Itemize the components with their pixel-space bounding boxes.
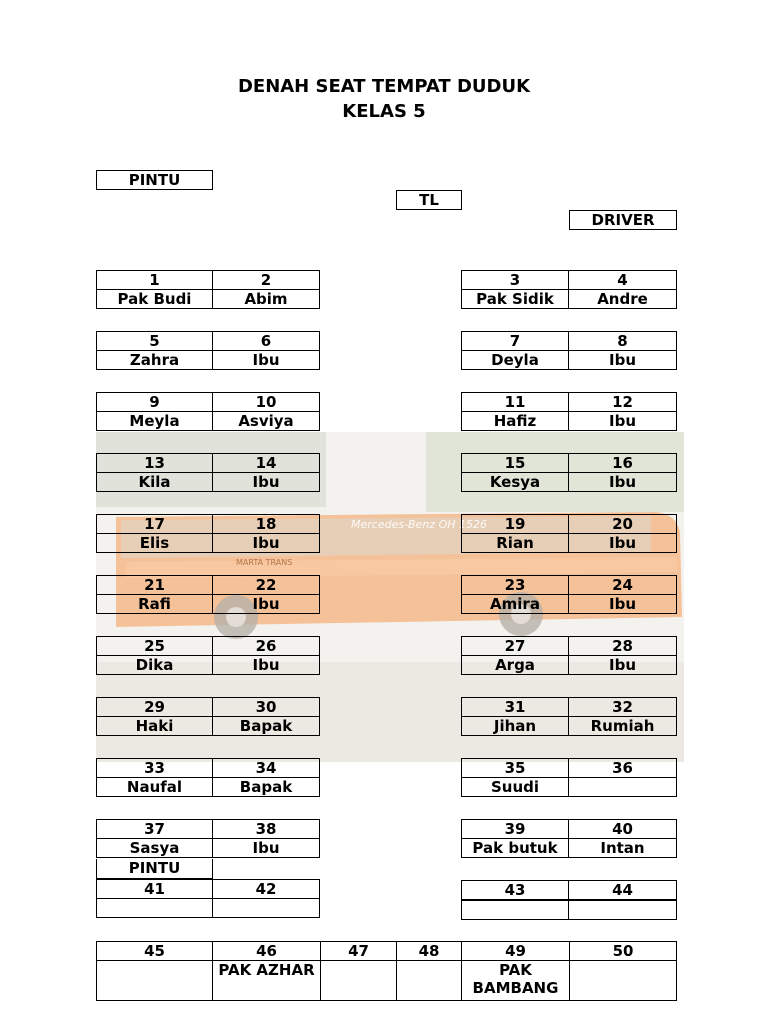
seat-occupant: Asviya — [212, 411, 320, 431]
seat-number: 32 — [568, 697, 677, 717]
seat-occupant: Ibu — [568, 655, 677, 675]
seat-occupant: Suudi — [461, 777, 569, 797]
seat-number: 26 — [212, 636, 320, 656]
seat-occupant: Kila — [96, 472, 213, 492]
seat-occupant: Sasya — [96, 838, 213, 858]
seat-occupant: Ibu — [212, 350, 320, 370]
seat-number: 3 — [461, 270, 569, 290]
seat-number: 42 — [212, 879, 320, 899]
seat-occupant: PAK AZHAR — [212, 960, 321, 1001]
seat-number: 47 — [320, 941, 397, 961]
seat-occupant: Meyla — [96, 411, 213, 431]
seat-number: 33 — [96, 758, 213, 778]
seat-number: 21 — [96, 575, 213, 595]
seat-number: 46 — [212, 941, 321, 961]
seat-occupant: Arga — [461, 655, 569, 675]
seat-occupant: Naufal — [96, 777, 213, 797]
bus-brand-text: Mercedes-Benz OH 1526 — [351, 518, 488, 531]
seat-occupant: Rumiah — [568, 716, 677, 736]
front-door-label: PINTU — [96, 170, 213, 190]
seat-number: 23 — [461, 575, 569, 595]
seat-occupant: Kesya — [461, 472, 569, 492]
seat-number: 19 — [461, 514, 569, 534]
seat-occupant: Ibu — [212, 533, 320, 553]
seat-occupant: Jihan — [461, 716, 569, 736]
seat-occupant: Zahra — [96, 350, 213, 370]
seat-occupant — [212, 898, 320, 918]
seat-number: 29 — [96, 697, 213, 717]
seat-occupant: Pak Budi — [96, 289, 213, 309]
seat-number: 24 — [568, 575, 677, 595]
seat-number: 4 — [568, 270, 677, 290]
seat-occupant — [568, 777, 677, 797]
page-subtitle: KELAS 5 — [342, 101, 426, 122]
driver-label: DRIVER — [569, 210, 677, 230]
seat-number: 14 — [212, 453, 320, 473]
seat-occupant: Ibu — [568, 350, 677, 370]
seat-number: 9 — [96, 392, 213, 412]
seat-occupant: Hafiz — [461, 411, 569, 431]
seat-occupant: Intan — [568, 838, 677, 858]
seat-occupant — [320, 960, 397, 1001]
seat-number: 48 — [396, 941, 462, 961]
seat-occupant: Ibu — [212, 594, 320, 614]
seat-occupant: Rafi — [96, 594, 213, 614]
seat-occupant: Pak Sidik — [461, 289, 569, 309]
seat-occupant: Ibu — [568, 533, 677, 553]
seat-number: 16 — [568, 453, 677, 473]
seat-occupant — [568, 900, 677, 920]
seat-number: 25 — [96, 636, 213, 656]
seat-number: 22 — [212, 575, 320, 595]
seat-number: 7 — [461, 331, 569, 351]
seat-occupant: Abim — [212, 289, 320, 309]
seat-number: 28 — [568, 636, 677, 656]
seat-occupant: Ibu — [212, 655, 320, 675]
rear-door-spacer — [212, 879, 320, 899]
seat-number: 38 — [212, 819, 320, 839]
seat-occupant: Bapak — [212, 777, 320, 797]
seat-occupant: Ibu — [212, 838, 320, 858]
seat-number: 5 — [96, 331, 213, 351]
seat-occupant — [461, 900, 569, 920]
seat-number: 39 — [461, 819, 569, 839]
rear-door-label: PINTU — [96, 859, 213, 879]
seat-number: 31 — [461, 697, 569, 717]
seat-occupant — [569, 960, 677, 1001]
seat-number: 35 — [461, 758, 569, 778]
seat-number: 2 — [212, 270, 320, 290]
seat-number: 6 — [212, 331, 320, 351]
seat-number: 11 — [461, 392, 569, 412]
seat-number: 43 — [461, 880, 569, 900]
seat-occupant: Bapak — [212, 716, 320, 736]
seat-occupant — [96, 960, 213, 1001]
seat-occupant — [96, 898, 213, 918]
seat-occupant: Elis — [96, 533, 213, 553]
seat-number: 41 — [96, 879, 213, 899]
seat-number: 45 — [96, 941, 213, 961]
seat-occupant: Ibu — [568, 594, 677, 614]
bus-operator-text: MARTA TRANS — [236, 558, 293, 567]
seat-number: 1 — [96, 270, 213, 290]
seat-number: 8 — [568, 331, 677, 351]
seat-number: 49 — [461, 941, 570, 961]
toilet-label: TL — [396, 190, 462, 210]
seat-occupant: Pak butuk — [461, 838, 569, 858]
seat-occupant: PAK BAMBANG — [461, 960, 570, 1001]
seat-occupant: Deyla — [461, 350, 569, 370]
seat-number: 13 — [96, 453, 213, 473]
seat-number: 15 — [461, 453, 569, 473]
seat-number: 30 — [212, 697, 320, 717]
seat-occupant: Rian — [461, 533, 569, 553]
seat-number: 37 — [96, 819, 213, 839]
seat-number: 44 — [568, 880, 677, 900]
seat-occupant: Ibu — [568, 472, 677, 492]
seat-occupant: Amira — [461, 594, 569, 614]
seat-occupant: Dika — [96, 655, 213, 675]
page-title: DENAH SEAT TEMPAT DUDUK — [237, 76, 531, 97]
seat-number: 40 — [568, 819, 677, 839]
seat-number: 27 — [461, 636, 569, 656]
seat-number: 18 — [212, 514, 320, 534]
seat-occupant: Ibu — [212, 472, 320, 492]
seat-occupant: Andre — [568, 289, 677, 309]
seat-number: 17 — [96, 514, 213, 534]
seat-number: 50 — [569, 941, 677, 961]
seat-occupant: Haki — [96, 716, 213, 736]
seat-number: 36 — [568, 758, 677, 778]
seat-number: 20 — [568, 514, 677, 534]
seat-occupant: Ibu — [568, 411, 677, 431]
seat-number: 34 — [212, 758, 320, 778]
seat-number: 10 — [212, 392, 320, 412]
seat-number: 12 — [568, 392, 677, 412]
seat-occupant — [396, 960, 462, 1001]
